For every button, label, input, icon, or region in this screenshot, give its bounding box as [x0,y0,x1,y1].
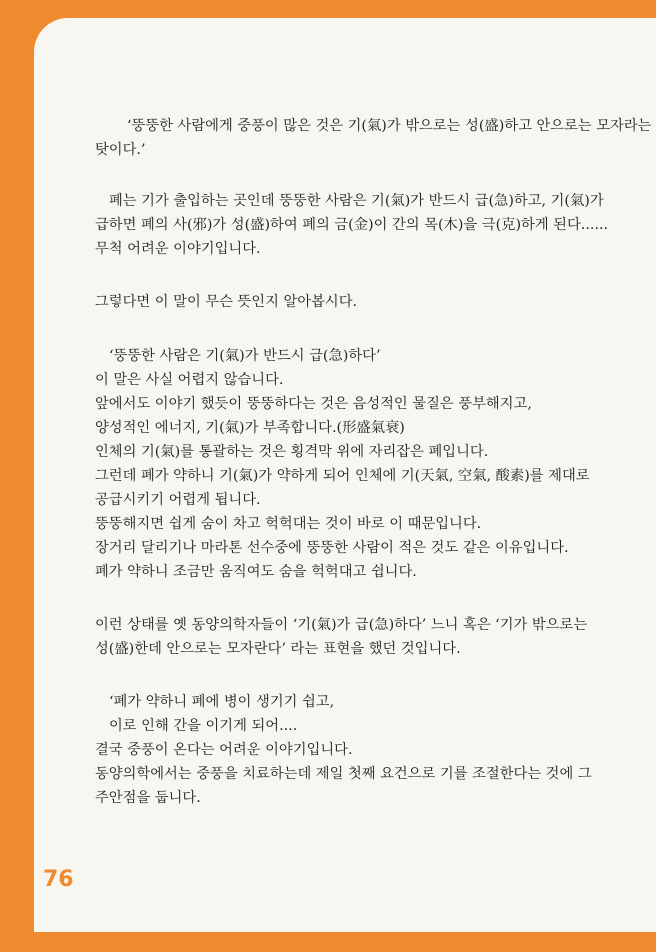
text-line: ‘뚱뚱한 사람에게 중풍이 많은 것은 기(氣)가 밖으로는 성(盛)하고 안으로는 모자라는 [127,118,652,134]
text-line: 이런 상태를 옛 동양의학자들이 ‘기(氣)가 급(急)하다’ 느니 혹은 ‘기가 밖으로는 [95,617,588,633]
text-line: 무척 어려운 이야기입니다. [95,241,261,257]
text-line: 폐가 약하니 조금만 움직여도 숨을 헉헉대고 쉽니다. [95,564,417,580]
text-line: 결국 중풍이 온다는 어려운 이야기입니다. [95,742,353,758]
text-line: 양성적인 에너지, 기(氣)가 부족합니다.(形盛氣衰) [95,420,405,436]
text-line: 성(盛)한데 안으로는 모자란다’ 라는 표현을 했던 것입니다. [95,641,461,657]
text-line: 장거리 달리기나 마라톤 선수중에 뚱뚱한 사람이 적은 것도 같은 이유입니다. [95,540,569,556]
text-line: 주안점을 둡니다. [95,790,201,806]
text-line: 뚱뚱해지면 쉽게 숨이 차고 헉헉대는 것이 바로 이 때문입니다. [95,516,482,532]
text-line: 탓이다.’ [95,142,146,158]
text-line: 이 말은 사실 어렵지 않습니다. [95,372,284,388]
text-line: 이로 인해 간을 이기게 되어.... [109,718,298,734]
page-number: 76 [43,867,74,892]
text-line: 폐는 기가 출입하는 곳인데 뚱뚱한 사람은 기(氣)가 반드시 급(急)하고, 기(氣)가 [109,193,604,209]
text-line: 인체의 기(氣)를 통괄하는 것은 횡격막 위에 자리잡은 폐입니다. [95,444,489,460]
text-line: 동양의학에서는 중풍을 치료하는데 제일 첫째 요건으로 기를 조절한다는 것에 그 [95,766,592,782]
text-line: 공급시키기 어렵게 됩니다. [95,492,261,508]
text-line: 급하면 폐의 사(邪)가 성(盛)하여 폐의 금(金)이 간의 목(木)을 극(克)하게 된다...... [95,217,609,233]
text-line: 그런데 폐가 약하니 기(氣)가 약하게 되어 인체에 기(天氣, 空氣, 酸素)를 제대로 [95,468,590,484]
text-line: 앞에서도 이야기 했듯이 뚱뚱하다는 것은 음성적인 물질은 풍부해지고, [95,396,532,412]
text-line: ‘뚱뚱한 사람은 기(氣)가 반드시 급(急)하다’ [109,348,381,364]
body-text [95,114,652,810]
text-line: ‘폐가 약하니 폐에 병이 생기기 쉽고, [109,694,335,710]
text-line: 그렇다면 이 말이 무슨 뜻인지 알아봅시다. [95,294,358,310]
book-page [34,18,656,932]
